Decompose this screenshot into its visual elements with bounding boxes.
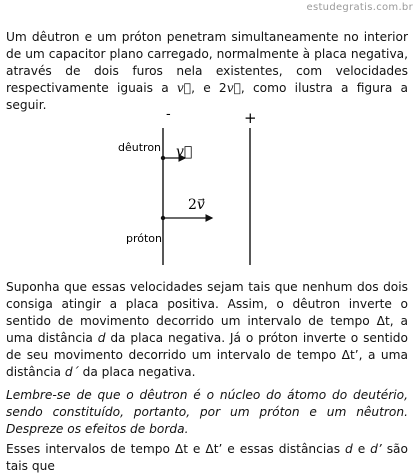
plus-sign: + — [244, 109, 257, 127]
velocity-v-symbol: v — [176, 81, 192, 95]
para4-d: d — [345, 442, 353, 456]
distance-dprime: d´ — [64, 365, 79, 379]
capacitor-diagram — [0, 100, 417, 270]
capacitor-figure — [0, 100, 417, 270]
para4-text-2: e — [352, 442, 371, 456]
intro-text-3: , como ilustra a figura a seguir. — [6, 81, 408, 112]
explanation-paragraph — [6, 279, 408, 381]
intro-text-1: Um dêutron e um próton penetram simultaneamente no interior de um capacitor plano carregado, normalmente à placa negativa, através de dois furos nela existentes, com velocidades respectivamente iguais a — [6, 30, 408, 95]
para2-text-3: da placa negativa. — [78, 365, 196, 379]
velocity-2v-symbol: v — [226, 81, 241, 95]
watermark: estudegratis.com.br — [306, 2, 413, 13]
para2-text-1: Suponha que essas velocidades sejam tais que nenhum dos dois consiga atingir a placa positiva. Assim, o dêutron inverte o sentido de movimento decorrido um intervalo de tempo Δt, a uma distância — [6, 280, 408, 345]
distance-d: d — [97, 331, 106, 345]
intro-text-2: , e 2 — [191, 81, 227, 95]
deuteron-label: dêutron — [118, 141, 162, 154]
para2-text-2: da placa negativa. Já o próton inverte o sentido de seu movimento decorrido um intervalo de tempo Δt’, a uma distância — [6, 331, 408, 379]
proton-velocity-label: 2v — [188, 197, 205, 213]
deuteron-velocity-label: v — [176, 144, 193, 160]
question-paragraph — [6, 441, 408, 475]
proton-label: próton — [126, 232, 163, 245]
para4-dprime: d’ — [370, 442, 382, 456]
para4-text-1: Esses intervalos de tempo Δt e Δt’ e essas distâncias — [6, 442, 345, 456]
reminder-paragraph: Lembre-se de que o dêutron é o núcleo do átomo do deutério, sendo constituído, portanto, por um próton e um nêutron. Despreze os efeitos de borda. — [6, 388, 408, 436]
para4-text-3: são tais que — [6, 442, 408, 473]
minus-sign: - — [166, 107, 171, 122]
